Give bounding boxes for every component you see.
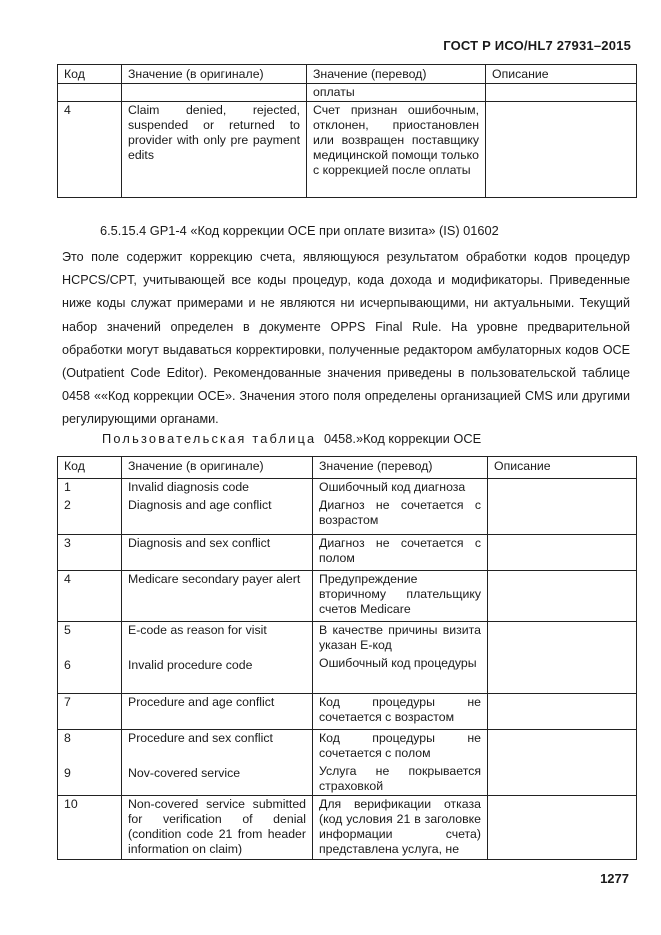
table-header-row <box>58 65 637 84</box>
cell-code: 7 <box>58 694 122 730</box>
col-description: Описание <box>488 457 637 479</box>
col-original: Значение (в оригинале) <box>122 457 313 479</box>
section-heading: 6.5.15.4 GP1-4 «Код коррекции OCE при оплате визита» (IS) 01602 <box>100 223 499 238</box>
cell-original: Invalid diagnosis code <box>128 480 249 494</box>
cell-code: 6 <box>64 658 71 672</box>
cell-code: 1 <box>64 480 71 494</box>
col-code: Код <box>58 65 122 84</box>
table-header-row <box>58 457 637 479</box>
col-original: Значение (в оригинале) <box>122 65 307 84</box>
cell-code: 10 <box>58 796 122 860</box>
cell-translation: Счет признан ошибочным, отклонен, приостановлен или возвращен поставщику медицинской помощи только с коррекцией после оплаты <box>307 102 486 198</box>
cell-translation: Ошибочный код процедуры <box>319 656 477 670</box>
cell-code: 9 <box>64 766 71 780</box>
cell-original: Diagnosis and sex conflict <box>122 535 313 571</box>
cell-translation: Предупреждение вторичному плательщику счетов Medicare <box>313 571 488 622</box>
cell-translation: Ошибочный код диагноза <box>319 480 466 494</box>
table-row <box>58 622 637 694</box>
caption-number: 0458. <box>323 431 356 446</box>
cell-translation: Для верификации отказа (код условия 21 в заголовке информации счета) представлена услуга, не <box>313 796 488 860</box>
table-row <box>58 730 637 796</box>
col-description: Описание <box>486 65 637 84</box>
table-row <box>58 571 637 622</box>
table-row <box>58 796 637 860</box>
caption-label: Пользовательская таблица <box>102 431 317 446</box>
cell-translation: оплаты <box>307 84 486 102</box>
cell-translation: Диагноз не сочетается с возрастом <box>319 498 481 527</box>
cell-original: Non-covered service submitted for verification of denial (condition code 21 from header information on claim) <box>122 796 313 860</box>
cell-original: Invalid procedure code <box>128 658 253 672</box>
cell-original: Procedure and age conflict <box>122 694 313 730</box>
cell-original: Nov-covered service <box>128 766 241 780</box>
cell-code: 3 <box>58 535 122 571</box>
cell-description <box>486 102 637 198</box>
page-number: 1277 <box>600 871 629 886</box>
table-user-0458 <box>57 456 637 860</box>
table-row <box>58 84 637 102</box>
cell-code: 5 <box>64 623 71 637</box>
cell-code: 8 <box>64 731 71 745</box>
cell-translation: Код процедуры не сочетается с полом <box>319 731 481 760</box>
cell-translation: В качестве причины визита указан Е-код <box>319 623 481 652</box>
col-translation: Значение (перевод) <box>313 457 488 479</box>
cell-translation: Услуга не покрывается страховкой <box>319 764 481 793</box>
caption-title: »Код коррекции OCE <box>355 431 482 446</box>
cell-original: Diagnosis and age conflict <box>128 498 272 512</box>
section-paragraph: Это поле содержит коррекцию счета, являющуюся результатом обработки кодов процедур HCPCS/CPT, учитывающей все коды процедур, кода дохода и модификаторы. Приведенные ниже коды служат примерами и не являются ни исчерпывающими, ни актуальными. Текущий набор значений определен в документе OPPS Final Rule. На уровне предварительной обработки могут выдаваться корректировки, полученные редактором амбулаторных кодов OCE (Outpatient Code Editor). Рекомендованные значения приведены в пользовательской таблице 0458 ««Код коррекции OCE». Значения этого поля определены организацией CMS или другими регулирующими органами. <box>62 250 630 427</box>
table-row <box>58 694 637 730</box>
col-code: Код <box>58 457 122 479</box>
table-row <box>58 479 637 535</box>
table-caption <box>102 431 481 446</box>
col-translation: Значение (перевод) <box>307 65 486 84</box>
cell-code: 4 <box>58 571 122 622</box>
table-row <box>58 102 637 198</box>
cell-code: 2 <box>64 498 71 512</box>
cell-original: Claim denied, rejected, suspended or returned to provider with only pre payment edits <box>122 102 307 198</box>
cell-original: E-code as reason for visit <box>128 623 267 637</box>
cell-code: 4 <box>58 102 122 198</box>
cell-original: Procedure and sex conflict <box>128 731 273 745</box>
cell-translation: Диагноз не сочетается с полом <box>313 535 488 571</box>
cell-translation: Код процедуры не сочетается с возрастом <box>313 694 488 730</box>
cell-original: Medicare secondary payer alert <box>122 571 313 622</box>
document-id: ГОСТ Р ИСО/HL7 27931–2015 <box>443 38 631 53</box>
table-continued <box>57 64 637 198</box>
table-row <box>58 535 637 571</box>
